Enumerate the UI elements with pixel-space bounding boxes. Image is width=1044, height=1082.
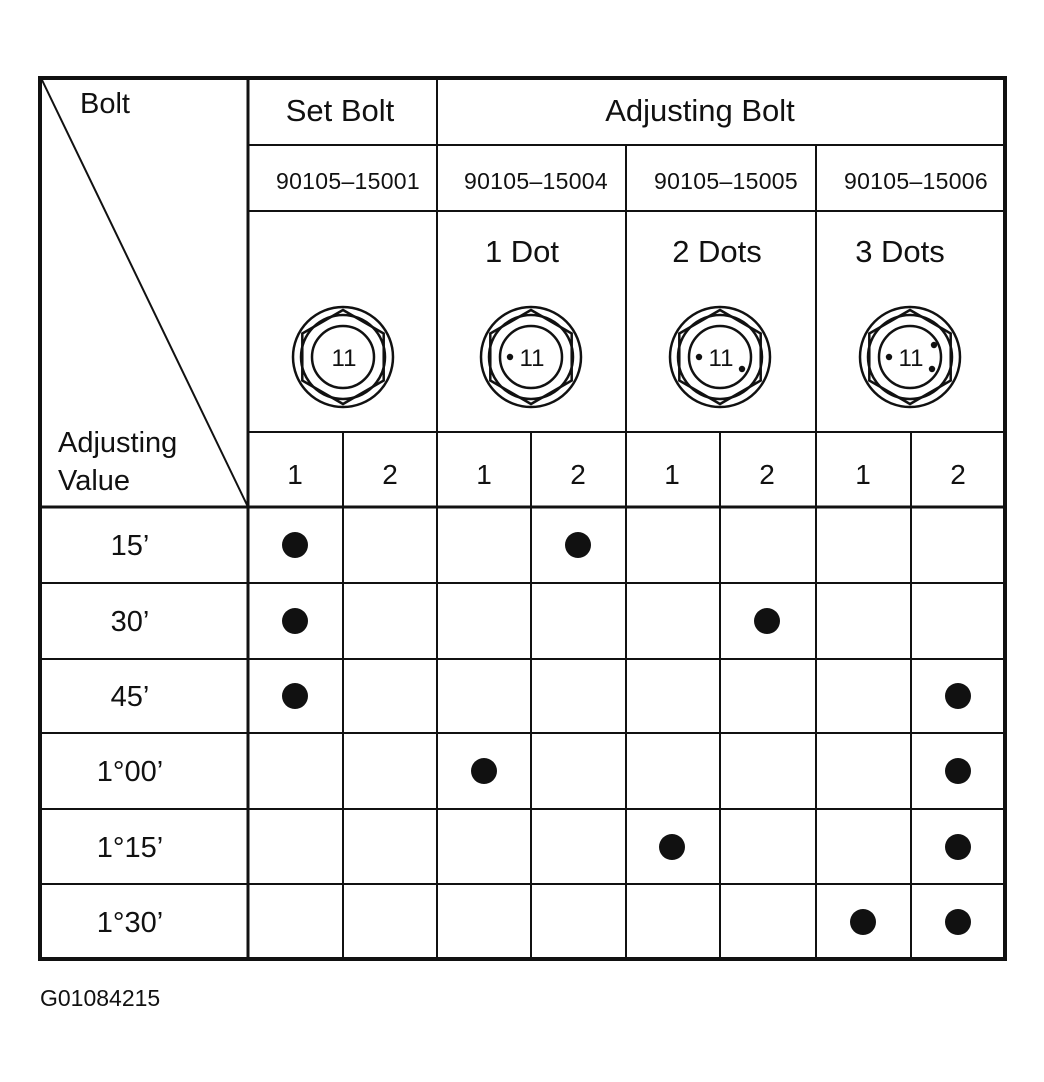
row-adjusting-value: 15’ — [110, 530, 150, 562]
bolt-head-icon — [481, 307, 581, 407]
row-adjusting-value: 45’ — [110, 681, 150, 713]
bolt-dot-mark — [886, 354, 892, 360]
part-number: 90105–15005 — [653, 168, 799, 194]
corner-bolt-label: Bolt — [80, 88, 130, 120]
part-number: 90105–15004 — [463, 168, 609, 194]
selection-dot — [282, 683, 308, 709]
selection-dot — [565, 532, 591, 558]
bolt-head-number: 11 — [331, 345, 357, 372]
bolt-dot-mark — [931, 342, 937, 348]
column-index: 1 — [664, 459, 680, 490]
row-adjusting-value: 1°30’ — [96, 907, 164, 939]
selection-dot — [282, 532, 308, 558]
part-number: 90105–15001 — [275, 168, 421, 194]
selection-dot — [471, 758, 497, 784]
selection-dot — [945, 834, 971, 860]
adjusting-bolt-header: Adjusting Bolt — [605, 93, 795, 128]
column-index: 1 — [855, 459, 871, 490]
bolt-dot-mark — [739, 366, 745, 372]
bolt-head-number: 11 — [708, 345, 734, 372]
selection-dot — [659, 834, 685, 860]
mark-label-2-dots: 2 Dots — [672, 234, 762, 269]
row-adjusting-value: 30’ — [110, 606, 150, 638]
column-index: 2 — [950, 459, 966, 490]
column-index: 2 — [759, 459, 775, 490]
bolt-dot-mark — [507, 354, 513, 360]
column-index: 2 — [570, 459, 586, 490]
bolt-head-number: 11 — [519, 345, 545, 372]
figure-code: G01084215 — [40, 985, 161, 1011]
bolt-head-icon — [293, 307, 393, 407]
selection-dot — [754, 608, 780, 634]
bolt-dot-mark — [929, 366, 935, 372]
mark-label-3-dots: 3 Dots — [855, 234, 945, 269]
bolt-head-icon — [670, 307, 770, 407]
selection-dot — [282, 608, 308, 634]
mark-label-1-dot: 1 Dot — [484, 234, 560, 269]
selection-dot — [945, 909, 971, 935]
corner-adjusting-label: Adjusting — [58, 427, 178, 459]
selection-dot — [850, 909, 876, 935]
selection-dot — [945, 683, 971, 709]
corner-value-label: Value — [58, 465, 131, 497]
bolt-dot-mark — [696, 354, 702, 360]
table-grid — [40, 78, 1005, 959]
selection-dot — [945, 758, 971, 784]
bolt-head-number: 11 — [898, 345, 924, 372]
set-bolt-header: Set Bolt — [285, 93, 395, 128]
column-index: 2 — [382, 459, 398, 490]
column-index: 1 — [476, 459, 492, 490]
part-number: 90105–15006 — [843, 168, 989, 194]
row-adjusting-value: 1°15’ — [96, 832, 164, 864]
row-adjusting-value: 1°00’ — [96, 756, 164, 788]
bolt-head-icon — [860, 307, 960, 407]
column-index: 1 — [287, 459, 303, 490]
